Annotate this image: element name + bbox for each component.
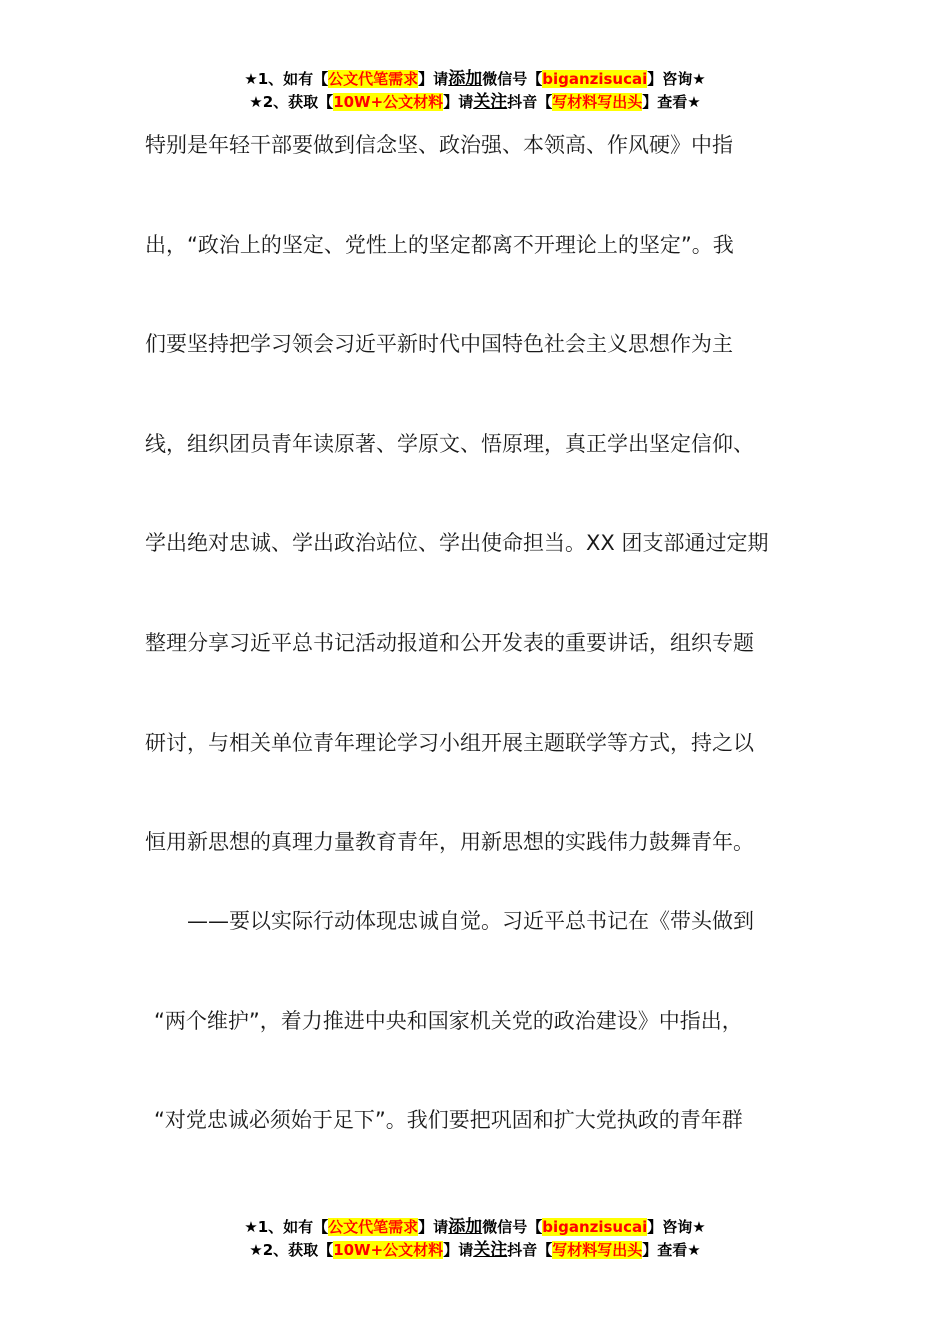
banner-text: 】请 xyxy=(418,70,449,88)
body-line: 恒用新思想的真理力量教育青年，用新思想的实践伟力鼓舞青年。 xyxy=(145,830,754,854)
banner-line-2 xyxy=(0,1239,950,1262)
body-line: 学出绝对忠诚、学出政治站位、学出使命担当。XX 团支部通过定期 xyxy=(145,531,769,555)
body-line: 研讨，与相关单位青年理论学习小组开展主题联学等方式，持之以 xyxy=(145,731,754,755)
banner-douyin-account: 写材料写出头 xyxy=(552,1241,643,1259)
banner-text: 】请 xyxy=(418,1218,449,1236)
body-line: 特别是年轻干部要做到信念坚、政治强、本领高、作风硬》中指 xyxy=(145,133,733,157)
banner-text: 】查看★ xyxy=(642,1241,701,1259)
banner-emphasis: 添加 xyxy=(448,69,483,89)
banner-highlight: 10W+公文材料 xyxy=(333,93,444,111)
banner-text: 】请 xyxy=(443,93,474,111)
banner-emphasis: 添加 xyxy=(448,1217,483,1237)
banner-douyin-account: 写材料写出头 xyxy=(552,93,643,111)
body-line: 整理分享习近平总书记活动报道和公开发表的重要讲话，组织专题 xyxy=(145,631,754,655)
banner-text: ★1、如有【 xyxy=(244,70,329,88)
body-line: 出，“政治上的坚定、党性上的坚定都离不开理论上的坚定”。我 xyxy=(145,233,734,257)
footer-banner xyxy=(0,1216,950,1262)
body-line-paragraph-start: ——要以实际行动体现忠诚自觉。习近平总书记在《带头做到 xyxy=(187,909,754,933)
banner-text: 】咨询★ xyxy=(647,70,706,88)
banner-text: 】请 xyxy=(443,1241,474,1259)
banner-wechat-id: biganzisucai xyxy=(542,1218,648,1236)
banner-text: 】查看★ xyxy=(642,93,701,111)
banner-line-1 xyxy=(0,1216,950,1239)
banner-text: 微信号【 xyxy=(482,1218,543,1236)
banner-emphasis: 关注 xyxy=(473,92,508,112)
body-line: “对党忠诚必须始于足下”。我们要把巩固和扩大党执政的青年群 xyxy=(154,1108,743,1132)
banner-text: 抖音【 xyxy=(507,93,553,111)
banner-text: ★2、获取【 xyxy=(249,1241,334,1259)
body-line: 线，组织团员青年读原著、学原文、悟原理，真正学出坚定信仰、 xyxy=(145,432,754,456)
banner-highlight: 10W+公文材料 xyxy=(333,1241,444,1259)
banner-text: ★2、获取【 xyxy=(249,93,334,111)
banner-wechat-id: biganzisucai xyxy=(542,70,648,88)
banner-emphasis: 关注 xyxy=(473,1240,508,1260)
body-line: “两个维护”，着力推进中央和国家机关党的政治建设》中指出， xyxy=(154,1009,743,1033)
banner-text: ★1、如有【 xyxy=(244,1218,329,1236)
banner-highlight: 公文代笔需求 xyxy=(328,70,419,88)
banner-text: 抖音【 xyxy=(507,1241,553,1259)
banner-text: 】咨询★ xyxy=(647,1218,706,1236)
banner-highlight: 公文代笔需求 xyxy=(328,1218,419,1236)
body-line: 们要坚持把学习领会习近平新时代中国特色社会主义思想作为主 xyxy=(145,332,733,356)
banner-text: 微信号【 xyxy=(482,70,543,88)
